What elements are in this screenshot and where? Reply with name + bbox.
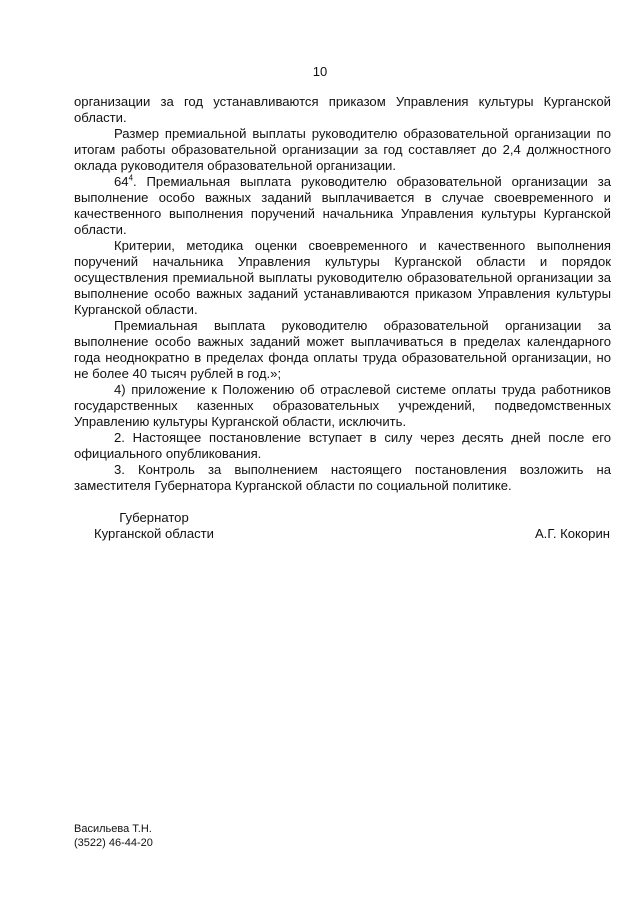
executor-name: Васильева Т.Н. [74,823,152,835]
clause-text: . Премиальная выплата руководителю образовательной организации за выполнение особо важных заданий выплачивается в случае своевременного и качественного выполнения поручений начальника Управления культуры Курганской области. [74,174,611,237]
paragraph-premium-size: Размер премиальной выплаты руководителю образовательной организации по итогам работы образовательной организации за год составляет до 2,4 должностного оклада руководителя образовательной организации. [74,126,611,173]
paragraph-effective-date: 2. Настоящее постановление вступает в силу через десять дней после его официального опубликования. [74,430,611,461]
signature-title-line2: Курганской области [94,526,214,541]
page-number: 10 [312,64,328,79]
paragraph-continuation: организации за год устанавливаются приказом Управления культуры Курганской области. [74,94,611,125]
paragraph-criteria: Критерии, методика оценки своевременного и качественного выполнения поручений начальника Управления культуры Курганской области и порядок осуществления премиальной выплаты руководителю образовательной организации за выполнение особо важных заданий устанавливаются приказом Управления культуры Курганской области. [74,238,611,317]
signature-title-line1: Губернатор [119,510,189,525]
signature-name: А.Г. Кокорин [534,526,610,541]
paragraph-premium-limit: Премиальная выплата руководителю образовательной организации за выполнение особо важных заданий может выплачиваться в пределах календарного года неоднократно в пределах фонда оплаты труда образовательной организации, но не более 40 тысяч рублей в год.»; [74,318,611,381]
paragraph-64-4 [74,174,611,238]
signature-title [74,510,234,542]
clause-number: 64 [114,174,129,189]
clause-superscript: 4 [128,173,134,183]
executor-info [74,822,153,850]
paragraph-control: 3. Контроль за выполнением настоящего постановления возложить на заместителя Губернатора Курганской области по социальной политике. [74,462,611,493]
paragraph-annex-removal: 4) приложение к Положению об отраслевой системе оплаты труда работников государственных казенных образовательных учреждений, подведомственных Управлению культуры Курганской области, исключить. [74,382,611,429]
document-body [74,94,611,494]
executor-phone: (3522) 46-44-20 [74,837,153,849]
